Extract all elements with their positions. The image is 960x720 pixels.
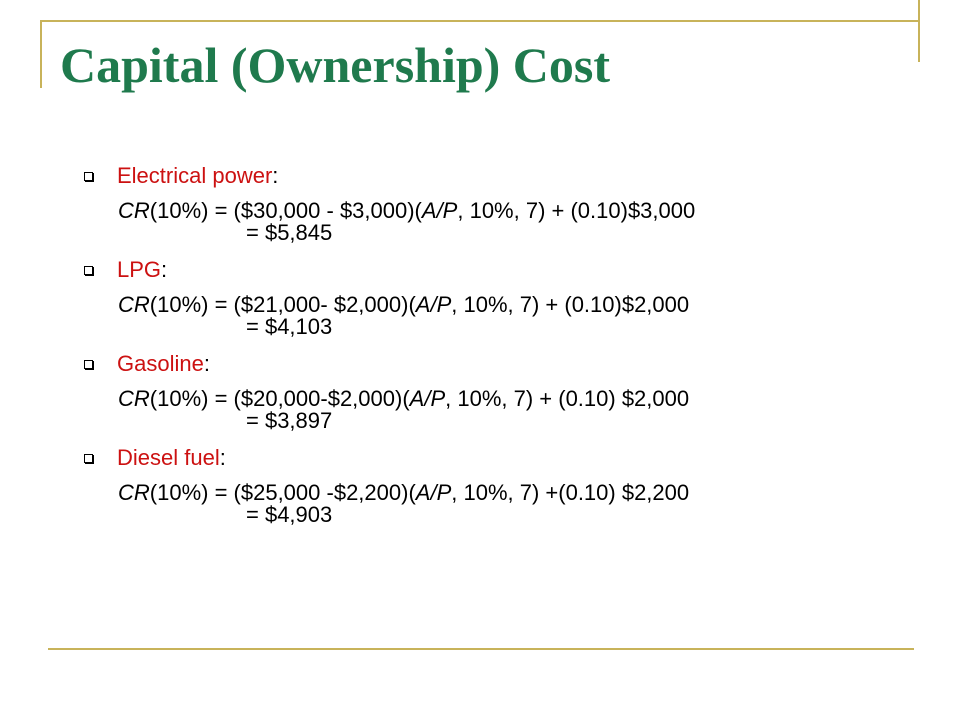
colon: :: [219, 445, 226, 470]
formula-gasoline: [118, 388, 689, 432]
bottom-border-rule: [48, 648, 914, 650]
formula-lhs: (10%) = ($20,000-$2,000)(: [149, 386, 410, 411]
formula-lhs: (10%) = ($30,000 - $3,000)(: [149, 198, 422, 223]
bullet-diesel-fuel: [84, 444, 226, 472]
formula-cr: CR: [118, 198, 150, 223]
formula-lhs: (10%) = ($25,000 -$2,200)(: [149, 480, 416, 505]
formula-result: = $4,903: [246, 502, 333, 527]
formula-rhs: , 10%, 7) +(0.10) $2,200: [451, 480, 690, 505]
formula-lhs: (10%) = ($21,000- $2,000)(: [149, 292, 416, 317]
formula-ap: A/P: [415, 480, 452, 505]
bullet-gasoline: [84, 350, 210, 378]
colon: :: [161, 257, 168, 282]
bullet-electrical-power: [84, 162, 278, 190]
bullet-label: Gasoline: [117, 351, 204, 376]
formula-cr: CR: [118, 386, 150, 411]
formula-rhs: , 10%, 7) + (0.10)$2,000: [451, 292, 690, 317]
formula-rhs: , 10%, 7) + (0.10) $2,000: [445, 386, 690, 411]
top-border-rule: [40, 20, 920, 22]
bullet-label: Diesel fuel: [117, 445, 220, 470]
square-bullet-icon: [84, 454, 93, 463]
bullet-label: LPG: [117, 257, 162, 282]
left-border-rule: [40, 20, 42, 88]
colon: :: [272, 163, 279, 188]
formula-cr: CR: [118, 480, 150, 505]
colon: :: [203, 351, 210, 376]
formula-result: = $5,845: [246, 220, 333, 245]
formula-ap: A/P: [409, 386, 446, 411]
bullet-label: Electrical power: [117, 163, 273, 188]
formula-rhs: , 10%, 7) + (0.10)$3,000: [457, 198, 696, 223]
bullet-lpg: [84, 256, 167, 284]
formula-ap: A/P: [415, 292, 452, 317]
formula-result: = $3,897: [246, 408, 333, 433]
formula-cr: CR: [118, 292, 150, 317]
formula-lpg: [118, 294, 689, 338]
formula-electrical-power: [118, 200, 695, 244]
square-bullet-icon: [84, 172, 93, 181]
formula-diesel-fuel: [118, 482, 689, 526]
square-bullet-icon: [84, 360, 93, 369]
square-bullet-icon: [84, 266, 93, 275]
slide-title: Capital (Ownership) Cost: [60, 37, 611, 93]
formula-ap: A/P: [421, 198, 458, 223]
right-border-rule: [918, 0, 920, 62]
formula-result: = $4,103: [246, 314, 333, 339]
